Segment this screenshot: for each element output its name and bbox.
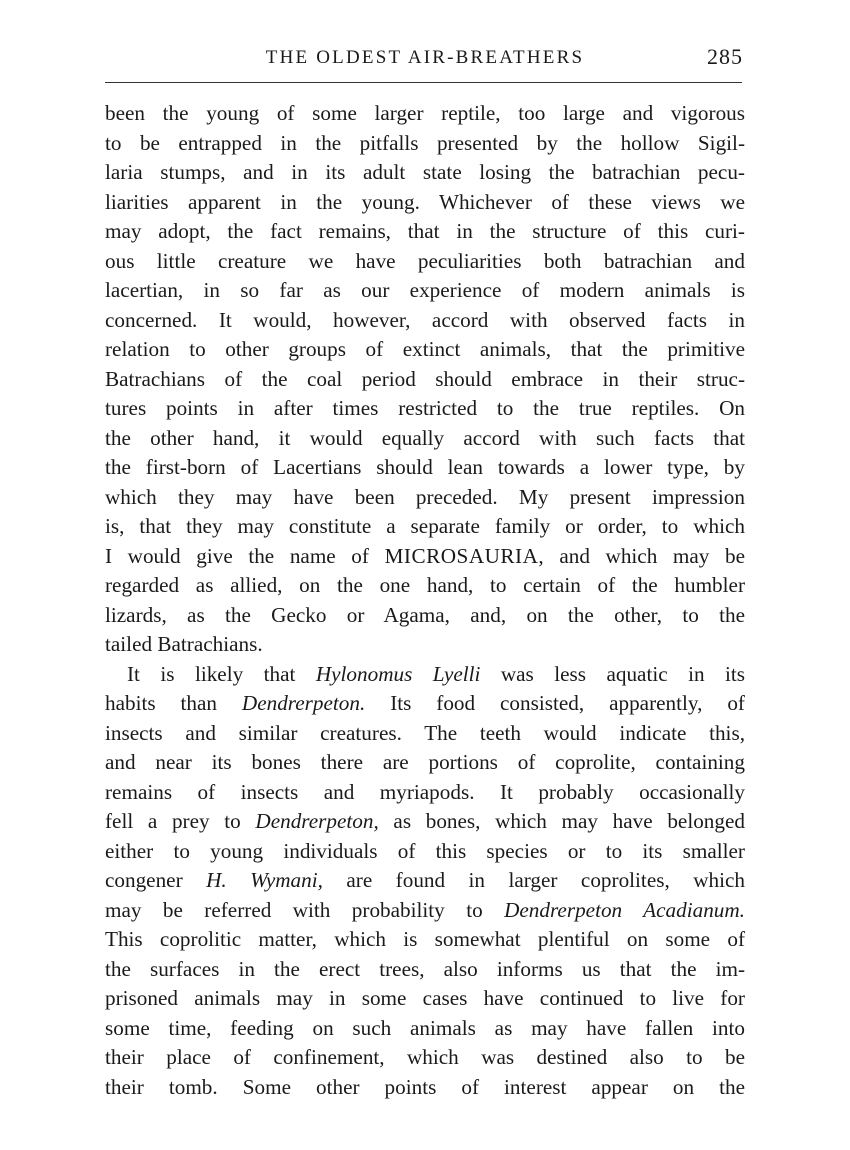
text-line: Batrachians of the coal period should embrace in their struc-: [105, 366, 745, 391]
text-line: concerned. It would, however, accord with observed facts in: [105, 307, 745, 332]
text-line: ous little creature we have peculiarities both batrachian and: [105, 248, 745, 273]
text-line: fell a prey to Dendrerpeton, as bones, which may have belonged: [105, 809, 745, 833]
species-name: Hylonomus Lyelli: [315, 661, 481, 686]
species-name: Dendrerpeton Acadianum.: [504, 897, 745, 922]
text-line: their tomb. Some other points of interest appear on the: [105, 1074, 745, 1099]
text-line: their place of confinement, which was destined also to be: [105, 1045, 745, 1069]
text-line: remains of insects and myriapods. It probably occasionally: [105, 779, 745, 804]
text-line: some time, feeding on such animals as may have fallen into: [105, 1015, 745, 1040]
text-line: and near its bones there are portions of coprolite, containing: [105, 750, 745, 774]
text-line: is, that they may constitute a separate family or order, to which: [105, 514, 745, 538]
running-title: THE OLDEST AIR-BREATHERS: [265, 47, 585, 68]
text-line: I would give the name of MICROSAURIA, and which may be: [105, 543, 745, 568]
text-line: may adopt, the fact remains, that in the structure of this curi-: [105, 219, 745, 243]
text-line: to be entrapped in the pitfalls presented by the hollow Sigil-: [105, 130, 745, 155]
text-line: liarities apparent in the young. Whichever of these views we: [105, 189, 745, 214]
text-line: lacertian, in so far as our experience of modern animals is: [105, 278, 745, 302]
text-line: either to young individuals of this species or to its smaller: [105, 838, 745, 863]
running-head: [105, 44, 745, 72]
text-line: tailed Batrachians.: [105, 632, 263, 656]
text-line: been the young of some larger reptile, too large and vigorous: [105, 101, 745, 125]
text-line: prisoned animals may in some cases have continued to live for: [105, 986, 745, 1010]
species-name: H. Wymani,: [206, 868, 323, 892]
text-line: This coprolitic matter, which is somewhat plentiful on some of: [105, 927, 745, 951]
text-line: habits than Dendrerpeton. Its food consisted, apparently, of: [105, 691, 745, 715]
text-line: the other hand, it would equally accord with such facts that: [105, 425, 745, 450]
text-line: regarded as allied, on the one hand, to certain of the humbler: [105, 573, 745, 597]
text-line: which they may have been preceded. My present impression: [105, 484, 745, 509]
text-line: tures points in after times restricted to the true reptiles. On: [105, 396, 745, 420]
header-rule: [105, 82, 742, 83]
text-line: lizards, as the Gecko or Agama, and, on the other, to the: [105, 602, 745, 627]
text-line: the surfaces in the erect trees, also informs us that the im-: [105, 956, 745, 981]
text-line: the first-born of Lacertians should lean towards a lower type, by: [105, 455, 745, 479]
text-line: It is likely that Hylonomus Lyelli was less aquatic in its: [127, 661, 745, 686]
species-name: Dendrerpeton.: [241, 691, 366, 715]
text-line: may be referred with probability to Dendrerpeton Acadianum.: [105, 897, 745, 922]
text-line: laria stumps, and in its adult state losing the batrachian pecu-: [105, 160, 745, 184]
paragraph: [105, 99, 745, 660]
text-line: insects and similar creatures. The teeth would indicate this,: [105, 720, 745, 745]
text-line: congener H. Wymani, are found in larger coprolites, which: [105, 868, 745, 892]
species-name: Dendrerpeton,: [255, 809, 379, 833]
order-name: MICROSAURIA: [384, 543, 539, 568]
text-line: relation to other groups of extinct animals, that the primitive: [105, 337, 745, 361]
body-text: [105, 99, 745, 1102]
page-number: 285: [707, 44, 743, 69]
paragraph: [105, 660, 745, 1103]
